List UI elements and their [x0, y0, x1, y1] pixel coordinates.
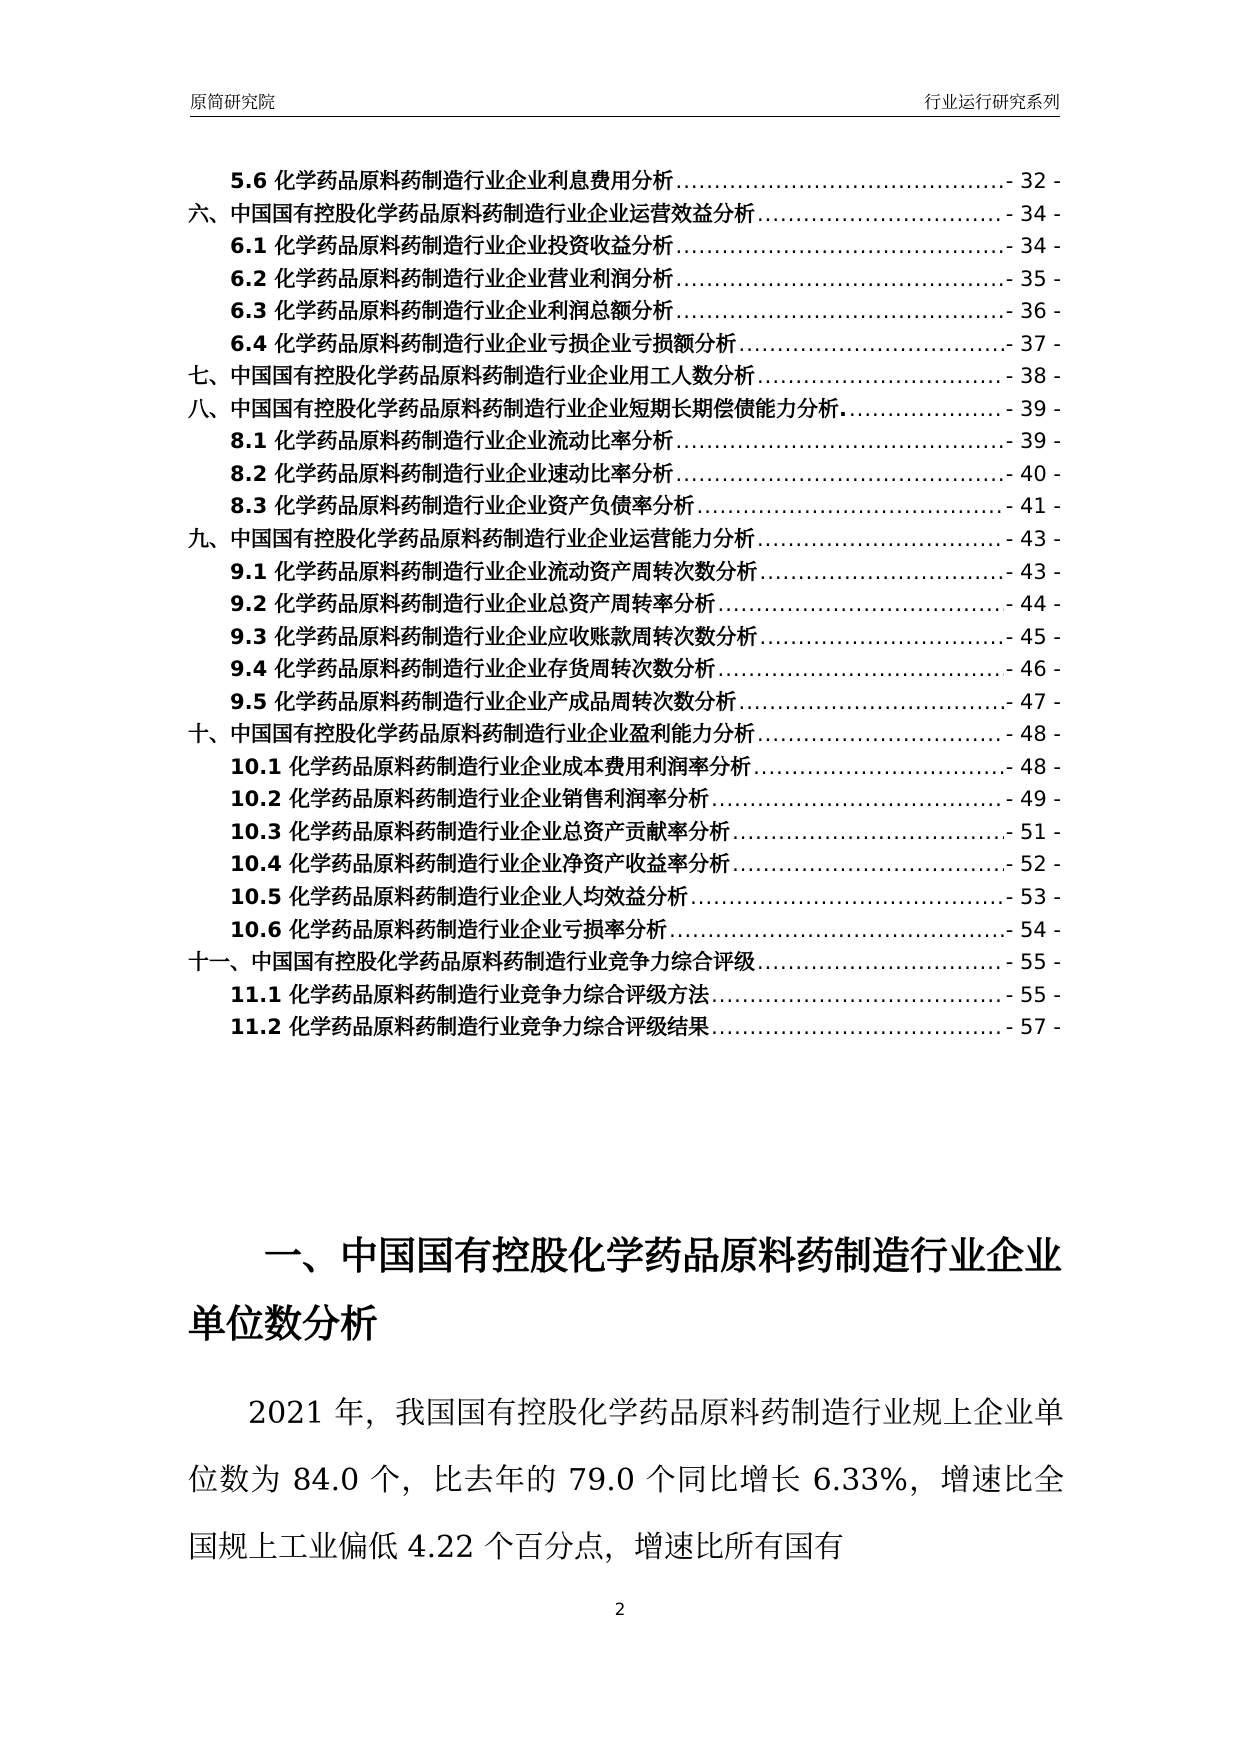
toc-entry-page: - 41 - — [1005, 494, 1061, 519]
toc-entry[interactable] — [188, 556, 1061, 589]
toc-entry-page: - 44 - — [1005, 592, 1061, 617]
toc-entry-page: - 45 - — [1005, 624, 1061, 649]
toc-entry[interactable] — [188, 881, 1061, 914]
header-series-name: 行业运行研究系列 — [924, 93, 1060, 113]
toc-dot-leader — [739, 690, 1004, 714]
toc-dot-leader — [676, 267, 1004, 291]
toc-entry[interactable] — [188, 751, 1061, 784]
toc-entry-page: - 37 - — [1005, 331, 1061, 356]
header-rule — [190, 116, 1060, 117]
toc-entry-label: 六、中国国有控股化学药品原料药制造行业企业运营效益分析 — [188, 201, 755, 226]
toc-entry[interactable] — [188, 686, 1061, 719]
toc-entry-page: - 55 - — [1005, 950, 1061, 975]
toc-entry[interactable] — [188, 263, 1061, 296]
toc-dot-leader — [676, 462, 1004, 486]
toc-entry-label: 10.5 化学药品原料药制造行业企业人均效益分析 — [230, 885, 689, 910]
toc-entry-page: - 43 - — [1005, 527, 1061, 552]
toc-dot-leader — [732, 852, 1004, 876]
toc-entry-label: 9.4 化学药品原料药制造行业企业存货周转次数分析 — [230, 657, 716, 682]
toc-entry-page: - 43 - — [1005, 559, 1061, 584]
toc-entry-label: 10.2 化学药品原料药制造行业企业销售利润率分析 — [230, 787, 710, 812]
toc-dot-leader — [760, 625, 1004, 649]
toc-entry-page: - 51 - — [1005, 819, 1061, 844]
toc-entry-page: - 53 - — [1005, 885, 1061, 910]
toc-entry-page: - 36 - — [1005, 299, 1061, 324]
toc-entry-page: - 48 - — [1005, 722, 1061, 747]
toc-entry-page: - 34 - — [1005, 234, 1061, 259]
toc-dot-leader — [718, 657, 1004, 681]
toc-entry-page: - 47 - — [1005, 689, 1061, 714]
toc-entry[interactable] — [188, 523, 1061, 556]
toc-entry[interactable] — [188, 914, 1061, 947]
toc-entry[interactable] — [188, 328, 1061, 361]
toc-dot-leader — [739, 332, 1004, 356]
toc-entry[interactable] — [188, 295, 1061, 328]
toc-dot-leader — [711, 787, 1004, 811]
toc-entry[interactable] — [188, 490, 1061, 523]
toc-entry-page: - 39 - — [1005, 429, 1061, 454]
toc-entry-label: 11.2 化学药品原料药制造行业竞争力综合评级结果 — [230, 1015, 710, 1040]
toc-entry-page: - 55 - — [1005, 982, 1061, 1007]
toc-dot-leader — [732, 820, 1004, 844]
toc-entry-page: - 57 - — [1005, 1015, 1061, 1040]
toc-dot-leader — [697, 494, 1004, 518]
toc-entry[interactable] — [188, 165, 1061, 198]
toc-dot-leader — [757, 364, 1004, 388]
toc-entry-page: - 40 - — [1005, 461, 1061, 486]
toc-entry-page: - 49 - — [1005, 787, 1061, 812]
toc-entry-label: 八、中国国有控股化学药品原料药制造行业企业短期长期偿债能力分析. — [188, 396, 847, 421]
toc-entry-label: 七、中国国有控股化学药品原料药制造行业企业用工人数分析 — [188, 364, 755, 389]
toc-dot-leader — [676, 169, 1004, 193]
toc-dot-leader — [757, 527, 1004, 551]
page-number: 2 — [614, 1600, 626, 1620]
toc-entry[interactable] — [188, 1011, 1061, 1044]
toc-entry[interactable] — [188, 393, 1061, 426]
toc-entry[interactable] — [188, 360, 1061, 393]
toc-entry-label: 9.1 化学药品原料药制造行业企业流动资产周转次数分析 — [230, 559, 758, 584]
toc-dot-leader — [760, 560, 1004, 584]
toc-dot-leader — [676, 299, 1004, 323]
toc-dot-leader — [711, 1015, 1004, 1039]
toc-entry[interactable] — [188, 198, 1061, 231]
toc-entry[interactable] — [188, 230, 1061, 263]
toc-entry[interactable] — [188, 458, 1061, 491]
toc-dot-leader — [757, 202, 1004, 226]
toc-entry-label: 十、中国国有控股化学药品原料药制造行业企业盈利能力分析 — [188, 722, 755, 747]
toc-entry[interactable] — [188, 653, 1061, 686]
toc-entry-label: 5.6 化学药品原料药制造行业企业利息费用分析 — [230, 169, 674, 193]
toc-dot-leader — [753, 755, 1004, 779]
toc-dot-leader — [757, 722, 1004, 746]
toc-entry[interactable] — [188, 979, 1061, 1012]
toc-entry-page: - 52 - — [1005, 852, 1061, 877]
toc-entry-label: 6.4 化学药品原料药制造行业企业亏损企业亏损额分析 — [230, 331, 737, 356]
toc-dot-leader — [669, 918, 1004, 942]
toc-entry-page: - 48 - — [1005, 754, 1061, 779]
toc-entry-label: 8.2 化学药品原料药制造行业企业速动比率分析 — [230, 461, 674, 486]
toc-entry-label: 10.6 化学药品原料药制造行业企业亏损率分析 — [230, 917, 668, 942]
toc-entry-label: 9.2 化学药品原料药制造行业企业总资产周转率分析 — [230, 592, 716, 617]
toc-dot-leader — [757, 950, 1004, 974]
toc-entry[interactable] — [188, 848, 1061, 881]
toc-entry-label: 10.3 化学药品原料药制造行业企业总资产贡献率分析 — [230, 819, 731, 844]
toc-entry-label: 6.2 化学药品原料药制造行业企业营业利润分析 — [230, 266, 674, 291]
toc-entry-label: 十一、中国国有控股化学药品原料药制造行业竞争力综合评级 — [188, 950, 755, 975]
toc-entry-page: - 34 - — [1005, 201, 1061, 226]
toc-entry-page: - 35 - — [1005, 266, 1061, 291]
toc-entry-label: 10.1 化学药品原料药制造行业企业成本费用利润率分析 — [230, 754, 752, 779]
table-of-contents — [188, 165, 1061, 1044]
toc-dot-leader — [690, 885, 1004, 909]
toc-dot-leader — [711, 983, 1004, 1007]
toc-entry[interactable] — [188, 425, 1061, 458]
toc-entry-label: 6.1 化学药品原料药制造行业企业投资收益分析 — [230, 234, 674, 259]
toc-entry-page: - 54 - — [1005, 917, 1061, 942]
toc-entry-label: 9.5 化学药品原料药制造行业企业产成品周转次数分析 — [230, 689, 737, 714]
section-heading: 一、中国国有控股化学药品原料药制造行业企业单位数分析 — [188, 1234, 1063, 1346]
toc-entry[interactable] — [188, 816, 1061, 849]
section-paragraph: 2021 年，我国国有控股化学药品原料药制造行业规上企业单位数为 84.0 个，比去年的 79.0 个同比增长 6.33%，增速比全国规上工业偏低 4.22 个百分点，增速比所有国有 — [188, 1396, 1064, 1565]
toc-entry-label: 6.3 化学药品原料药制造行业企业利润总额分析 — [230, 299, 674, 324]
toc-entry[interactable] — [188, 783, 1061, 816]
toc-entry-label: 9.3 化学药品原料药制造行业企业应收账款周转次数分析 — [230, 624, 758, 649]
toc-entry[interactable] — [188, 946, 1061, 979]
toc-dot-leader — [849, 397, 1004, 421]
toc-dot-leader — [718, 592, 1004, 616]
toc-entry-page: - 39 - — [1005, 396, 1061, 421]
page-header — [190, 88, 1060, 114]
toc-entry[interactable] — [188, 621, 1061, 654]
toc-entry-page: - 32 - — [1005, 169, 1061, 193]
toc-dot-leader — [676, 234, 1004, 258]
header-org-name: 原简研究院 — [190, 93, 275, 113]
toc-dot-leader — [676, 429, 1004, 453]
toc-entry-label: 九、中国国有控股化学药品原料药制造行业企业运营能力分析 — [188, 527, 755, 552]
toc-entry[interactable] — [188, 718, 1061, 751]
toc-entry-label: 8.3 化学药品原料药制造行业企业资产负债率分析 — [230, 494, 695, 519]
toc-entry[interactable] — [188, 588, 1061, 621]
toc-entry-label: 10.4 化学药品原料药制造行业企业净资产收益率分析 — [230, 852, 731, 877]
toc-entry-label: 8.1 化学药品原料药制造行业企业流动比率分析 — [230, 429, 674, 454]
toc-entry-page: - 46 - — [1005, 657, 1061, 682]
toc-entry-page: - 38 - — [1005, 364, 1061, 389]
toc-entry-label: 11.1 化学药品原料药制造行业竞争力综合评级方法 — [230, 982, 710, 1007]
